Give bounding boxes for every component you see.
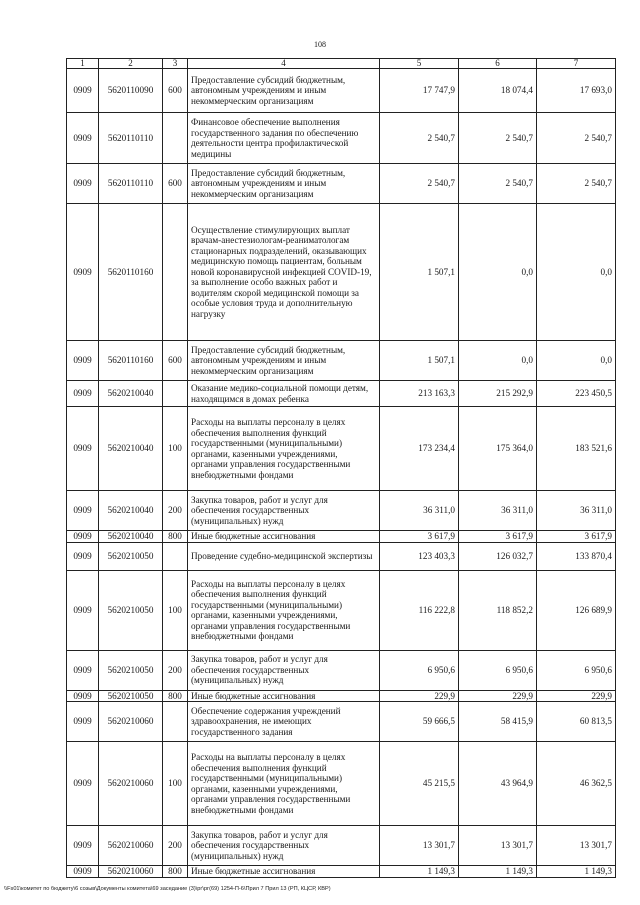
- target-article-code-cell: 5620210060: [99, 742, 163, 826]
- header-col-2: 2: [99, 59, 163, 69]
- table-body: [67, 69, 616, 878]
- expense-type-code-cell: [163, 542, 188, 570]
- amount-col-6-cell: 18 074,4: [459, 69, 537, 113]
- table-row: [67, 826, 616, 866]
- expense-type-code-cell: 600: [163, 69, 188, 113]
- table-row: [67, 570, 616, 650]
- amount-col-7-cell: 229,9: [537, 690, 616, 702]
- target-article-code-cell: 5620210050: [99, 650, 163, 690]
- target-article-code-cell: 5620110110: [99, 164, 163, 204]
- description-cell: Закупка товаров, работ и услуг для обеспечения государственных (муниципальных) нужд: [188, 491, 380, 531]
- description-cell: Расходы на выплаты персоналу в целях обеспечения выполнения функций государственными (муниципальными) органами, казенными учреждениями, органами управления государственными внебюджетными фондами: [188, 407, 380, 491]
- amount-col-7-cell: 223 450,5: [537, 381, 616, 407]
- table-row: [67, 204, 616, 341]
- target-article-code-cell: 5620210060: [99, 702, 163, 742]
- description-cell: Предоставление субсидий бюджетным, автономным учреждениям и иным некоммерческим организациям: [188, 69, 380, 113]
- header-col-5: 5: [380, 59, 459, 69]
- section-code-cell: 0909: [67, 542, 99, 570]
- section-code-cell: 0909: [67, 826, 99, 866]
- amount-col-5-cell: 1 149,3: [380, 866, 459, 878]
- amount-col-5-cell: 3 617,9: [380, 531, 459, 543]
- amount-col-7-cell: 6 950,6: [537, 650, 616, 690]
- amount-col-7-cell: 183 521,6: [537, 407, 616, 491]
- table-row: [67, 702, 616, 742]
- amount-col-6-cell: 6 950,6: [459, 650, 537, 690]
- amount-col-7-cell: 13 301,7: [537, 826, 616, 866]
- description-cell: Иные бюджетные ассигнования: [188, 866, 380, 878]
- amount-col-5-cell: 59 666,5: [380, 702, 459, 742]
- target-article-code-cell: 5620110160: [99, 204, 163, 341]
- description-cell: Расходы на выплаты персоналу в целях обеспечения выполнения функций государственными (муниципальными) органами, казенными учреждениями, органами управления государственными внебюджетными фондами: [188, 742, 380, 826]
- target-article-code-cell: 5620110090: [99, 69, 163, 113]
- amount-col-6-cell: 2 540,7: [459, 113, 537, 164]
- section-code-cell: 0909: [67, 204, 99, 341]
- section-code-cell: 0909: [67, 570, 99, 650]
- target-article-code-cell: 5620210050: [99, 542, 163, 570]
- amount-col-7-cell: 46 362,5: [537, 742, 616, 826]
- description-cell: Предоставление субсидий бюджетным, автономным учреждениям и иным некоммерческим организациям: [188, 341, 380, 381]
- amount-col-7-cell: 133 870,4: [537, 542, 616, 570]
- target-article-code-cell: 5620210060: [99, 866, 163, 878]
- amount-col-5-cell: 36 311,0: [380, 491, 459, 531]
- expense-type-code-cell: 200: [163, 650, 188, 690]
- section-code-cell: 0909: [67, 742, 99, 826]
- target-article-code-cell: 5620210060: [99, 826, 163, 866]
- table-row: [67, 491, 616, 531]
- amount-col-5-cell: 229,9: [380, 690, 459, 702]
- amount-col-6-cell: 0,0: [459, 341, 537, 381]
- table-row: [67, 742, 616, 826]
- amount-col-7-cell: 1 149,3: [537, 866, 616, 878]
- header-col-4: 4: [188, 59, 380, 69]
- table-row: [67, 690, 616, 702]
- amount-col-5-cell: 2 540,7: [380, 164, 459, 204]
- table-row: [67, 113, 616, 164]
- target-article-code-cell: 5620210040: [99, 407, 163, 491]
- expense-type-code-cell: 100: [163, 570, 188, 650]
- description-cell: Расходы на выплаты персоналу в целях обеспечения выполнения функций государственными (муниципальными) органами, казенными учреждениями, органами управления государственными внебюджетными фондами: [188, 570, 380, 650]
- target-article-code-cell: 5620210040: [99, 381, 163, 407]
- amount-col-5-cell: 213 163,3: [380, 381, 459, 407]
- description-cell: Предоставление субсидий бюджетным, автономным учреждениям и иным некоммерческим организациям: [188, 164, 380, 204]
- amount-col-7-cell: 60 813,5: [537, 702, 616, 742]
- section-code-cell: 0909: [67, 381, 99, 407]
- description-cell: Иные бюджетные ассигнования: [188, 690, 380, 702]
- amount-col-6-cell: 43 964,9: [459, 742, 537, 826]
- table-row: [67, 407, 616, 491]
- amount-col-7-cell: 2 540,7: [537, 113, 616, 164]
- expense-type-code-cell: [163, 113, 188, 164]
- amount-col-7-cell: 17 693,0: [537, 69, 616, 113]
- amount-col-7-cell: 36 311,0: [537, 491, 616, 531]
- table-row: [67, 381, 616, 407]
- amount-col-6-cell: 215 292,9: [459, 381, 537, 407]
- header-col-3: 3: [163, 59, 188, 69]
- amount-col-5-cell: 17 747,9: [380, 69, 459, 113]
- table-row: [67, 542, 616, 570]
- expense-type-code-cell: [163, 381, 188, 407]
- amount-col-5-cell: 6 950,6: [380, 650, 459, 690]
- description-cell: Проведение судебно-медицинской экспертизы: [188, 542, 380, 570]
- description-cell: Иные бюджетные ассигнования: [188, 531, 380, 543]
- section-code-cell: 0909: [67, 531, 99, 543]
- amount-col-7-cell: 0,0: [537, 204, 616, 341]
- section-code-cell: 0909: [67, 702, 99, 742]
- amount-col-7-cell: 126 689,9: [537, 570, 616, 650]
- amount-col-5-cell: 123 403,3: [380, 542, 459, 570]
- target-article-code-cell: 5620210040: [99, 531, 163, 543]
- target-article-code-cell: 5620110110: [99, 113, 163, 164]
- target-article-code-cell: 5620210050: [99, 690, 163, 702]
- amount-col-7-cell: 3 617,9: [537, 531, 616, 543]
- amount-col-5-cell: 1 507,1: [380, 341, 459, 381]
- header-col-7: 7: [537, 59, 616, 69]
- table-row: [67, 164, 616, 204]
- description-cell: Закупка товаров, работ и услуг для обеспечения государственных (муниципальных) нужд: [188, 650, 380, 690]
- amount-col-5-cell: 2 540,7: [380, 113, 459, 164]
- section-code-cell: 0909: [67, 491, 99, 531]
- amount-col-5-cell: 1 507,1: [380, 204, 459, 341]
- amount-col-5-cell: 173 234,4: [380, 407, 459, 491]
- expense-type-code-cell: 600: [163, 164, 188, 204]
- description-cell: Закупка товаров, работ и услуг для обеспечения государственных (муниципальных) нужд: [188, 826, 380, 866]
- expense-type-code-cell: 800: [163, 866, 188, 878]
- expense-type-code-cell: [163, 702, 188, 742]
- expense-type-code-cell: 200: [163, 826, 188, 866]
- target-article-code-cell: 5620110160: [99, 341, 163, 381]
- table-row: [67, 866, 616, 878]
- table-row: [67, 69, 616, 113]
- file-path-footer: \\Fs01\комитет по бюджету\6 созыв\Документы комитета\69 заседание (3)\рг\рг(69) 1254-П-6\Прил 7 Прил 13 (РП, КЦСР, КВР): [4, 886, 331, 892]
- section-code-cell: 0909: [67, 650, 99, 690]
- amount-col-7-cell: 0,0: [537, 341, 616, 381]
- amount-col-5-cell: 116 222,8: [380, 570, 459, 650]
- amount-col-7-cell: 2 540,7: [537, 164, 616, 204]
- description-cell: Оказание медико-социальной помощи детям, находящимся в домах ребенка: [188, 381, 380, 407]
- section-code-cell: 0909: [67, 69, 99, 113]
- section-code-cell: 0909: [67, 164, 99, 204]
- expense-type-code-cell: 200: [163, 491, 188, 531]
- section-code-cell: 0909: [67, 866, 99, 878]
- amount-col-6-cell: 1 149,3: [459, 866, 537, 878]
- description-cell: Финансовое обеспечение выполнения государственного задания по обеспечению деятельности центра профилактической медицины: [188, 113, 380, 164]
- header-col-6: 6: [459, 59, 537, 69]
- section-code-cell: 0909: [67, 341, 99, 381]
- expense-type-code-cell: [163, 204, 188, 341]
- table-row: [67, 531, 616, 543]
- amount-col-6-cell: 58 415,9: [459, 702, 537, 742]
- amount-col-6-cell: 175 364,0: [459, 407, 537, 491]
- section-code-cell: 0909: [67, 407, 99, 491]
- amount-col-5-cell: 13 301,7: [380, 826, 459, 866]
- expense-type-code-cell: 100: [163, 407, 188, 491]
- expense-type-code-cell: 100: [163, 742, 188, 826]
- description-cell: Обеспечение содержания учреждений здравоохранения, не имеющих государственного задания: [188, 702, 380, 742]
- amount-col-6-cell: 2 540,7: [459, 164, 537, 204]
- table-row: [67, 341, 616, 381]
- description-cell: Осуществление стимулирующих выплат врачам-анестезиологам-реаниматологам стационарных подразделений, оказывающих медицинскую помощь пациентам, больным новой коронавирусной инфекцией COVID-19, за выполнение особо важных работ и водителям скорой медицинской помощи за особые условия труда и дополнительную нагрузку: [188, 204, 380, 341]
- amount-col-6-cell: 126 032,7: [459, 542, 537, 570]
- amount-col-6-cell: 0,0: [459, 204, 537, 341]
- amount-col-5-cell: 45 215,5: [380, 742, 459, 826]
- page-number: 108: [314, 40, 326, 49]
- amount-col-6-cell: 118 852,2: [459, 570, 537, 650]
- amount-col-6-cell: 36 311,0: [459, 491, 537, 531]
- section-code-cell: 0909: [67, 113, 99, 164]
- table-header-row: [67, 59, 616, 69]
- table-row: [67, 650, 616, 690]
- amount-col-6-cell: 3 617,9: [459, 531, 537, 543]
- target-article-code-cell: 5620210040: [99, 491, 163, 531]
- expense-type-code-cell: 800: [163, 690, 188, 702]
- expense-type-code-cell: 600: [163, 341, 188, 381]
- amount-col-6-cell: 13 301,7: [459, 826, 537, 866]
- header-col-1: 1: [67, 59, 99, 69]
- section-code-cell: 0909: [67, 690, 99, 702]
- expense-type-code-cell: 800: [163, 531, 188, 543]
- target-article-code-cell: 5620210050: [99, 570, 163, 650]
- amount-col-6-cell: 229,9: [459, 690, 537, 702]
- budget-table: [66, 58, 616, 878]
